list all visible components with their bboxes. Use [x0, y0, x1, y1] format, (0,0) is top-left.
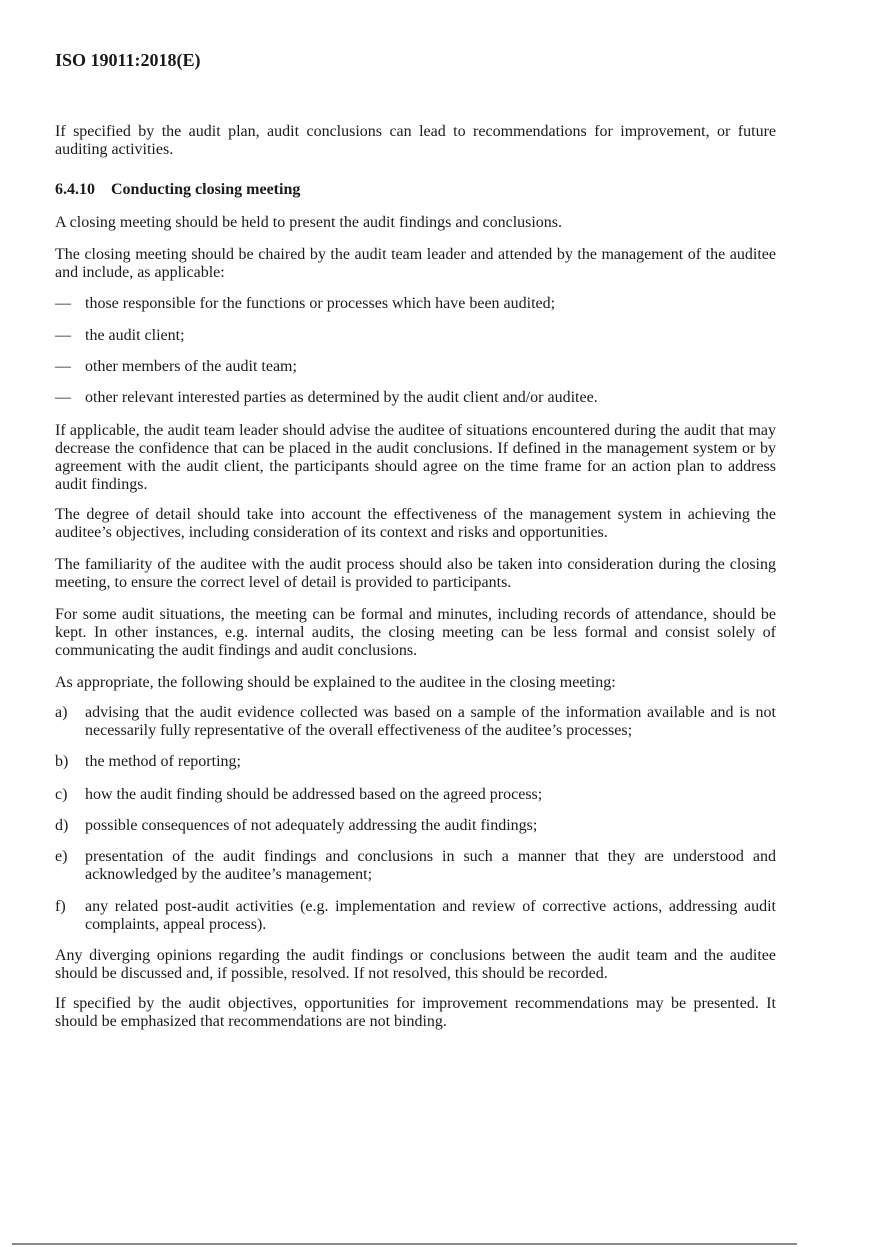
item-marker: e)	[55, 848, 68, 865]
dash-marker: —	[55, 295, 71, 312]
list-item-text: presentation of the audit findings and conclusions in such a manner that they are understood and acknowledged by the auditee’s management;	[85, 848, 776, 883]
list-item-text: any related post-audit activities (e.g. implementation and review of corrective actions, addressing audit complaints, appeal process).	[85, 898, 776, 933]
item-marker: b)	[55, 753, 69, 770]
dash-list-item	[55, 358, 776, 376]
lettered-list-item	[55, 786, 776, 804]
list-item-text: other members of the audit team;	[85, 358, 297, 375]
list-item-text: the method of reporting;	[85, 753, 241, 770]
paragraph: If specified by the audit objectives, opportunities for improvement recommendations may be presented. It should be emphasized that recommendations are not binding.	[55, 995, 776, 1030]
document-id-header: ISO 19011:2018(E)	[55, 50, 201, 70]
section-number: 6.4.10	[55, 181, 95, 198]
footer-rule	[12, 1243, 797, 1245]
intro-paragraph: If specified by the audit plan, audit conclusions can lead to recommendations for improvement, or future auditing activities.	[55, 123, 776, 158]
paragraph: The degree of detail should take into account the effectiveness of the management system in achieving the auditee’s objectives, including consideration of its context and risks and opportunities.	[55, 506, 776, 541]
list-item-text: how the audit finding should be addressed based on the agreed process;	[85, 786, 543, 803]
paragraph: For some audit situations, the meeting can be formal and minutes, including records of attendance, should be kept. In other instances, e.g. internal audits, the closing meeting can be less formal and consist solely of communicating the audit findings and audit conclusions.	[55, 606, 776, 659]
item-marker: a)	[55, 704, 68, 721]
lettered-list-item	[55, 753, 776, 771]
dash-list-item	[55, 389, 776, 407]
paragraph: A closing meeting should be held to present the audit findings and conclusions.	[55, 214, 563, 231]
paragraph: The familiarity of the auditee with the audit process should also be taken into consideration during the closing meeting, to ensure the correct level of detail is provided to participants.	[55, 556, 776, 591]
paragraph: As appropriate, the following should be explained to the auditee in the closing meeting:	[55, 674, 616, 691]
lettered-list-item	[55, 704, 776, 740]
item-marker: c)	[55, 786, 68, 803]
dash-marker: —	[55, 358, 71, 375]
list-item-text: possible consequences of not adequately addressing the audit findings;	[85, 817, 538, 834]
section-heading	[55, 181, 300, 199]
list-item-text: other relevant interested parties as determined by the audit client and/or auditee.	[85, 389, 598, 406]
section-title: Conducting closing meeting	[111, 181, 301, 198]
lettered-list-item	[55, 817, 776, 835]
paragraph: If applicable, the audit team leader should advise the auditee of situations encountered during the audit that may decrease the confidence that can be placed in the audit conclusions. If defined in the management system or by agreement with the audit client, the participants should agree on the time frame for an action plan to address audit findings.	[55, 422, 776, 493]
paragraph: The closing meeting should be chaired by the audit team leader and attended by the management of the auditee and include, as applicable:	[55, 246, 776, 281]
dash-list-item	[55, 327, 776, 345]
list-item-text: advising that the audit evidence collected was based on a sample of the information available and is not necessarily fully representative of the overall effectiveness of the auditee’s processes;	[85, 704, 776, 739]
item-marker: d)	[55, 817, 69, 834]
lettered-list-item	[55, 848, 776, 884]
dash-marker: —	[55, 389, 71, 406]
list-item-text: those responsible for the functions or processes which have been audited;	[85, 295, 556, 312]
dash-list-item	[55, 295, 776, 313]
list-item-text: the audit client;	[85, 327, 185, 344]
lettered-list-item	[55, 898, 776, 934]
paragraph: Any diverging opinions regarding the audit findings or conclusions between the audit team and the auditee should be discussed and, if possible, resolved. If not resolved, this should be recorded.	[55, 947, 776, 982]
item-marker: f)	[55, 898, 66, 915]
dash-marker: —	[55, 327, 71, 344]
